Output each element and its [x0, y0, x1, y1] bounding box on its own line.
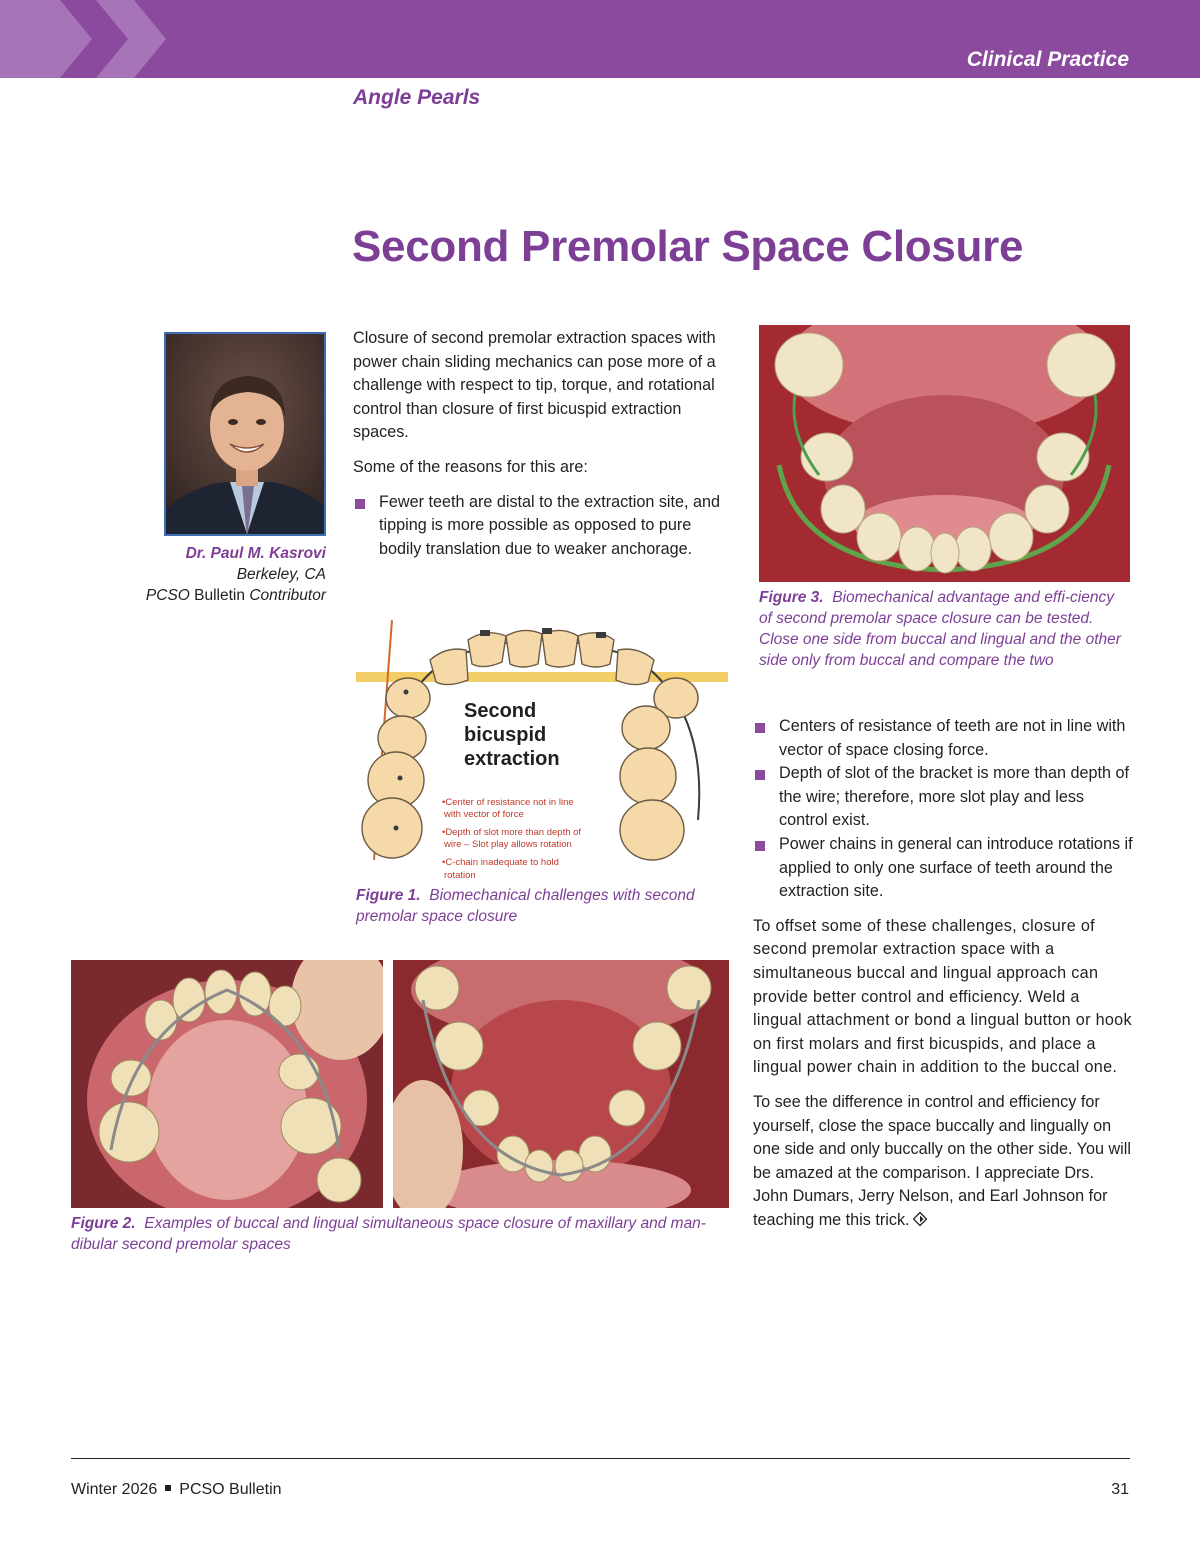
figure-2-photo-mandibular — [393, 960, 729, 1208]
intro-paragraph: Closure of second premolar extraction spaces with power chain sliding mechanics can pose more of a challenge with respect to tip, torque, and rotational control than closure of first bicuspid extraction spaces. — [353, 329, 716, 442]
diagram-title-line-2: bicuspid — [464, 724, 547, 746]
list-item: Depth of slot of the bracket is more than depth of the wire; therefore, more slot play and less control exist. — [753, 762, 1133, 833]
footer-rule — [71, 1458, 1130, 1459]
list-item: Fewer teeth are distal to the extraction site, and tipping is more possible as opposed to pure bodily translation due to weaker anchorage. — [353, 491, 733, 562]
body-column-2 — [753, 715, 1133, 1232]
author-role: PCSO Bulletin Contributor — [145, 587, 326, 604]
diagram-note: wire – Slot play allows rotation — [444, 839, 572, 850]
reasons-list-continued — [753, 715, 1133, 904]
list-item: Power chains in general can introduce rotations if applied to only one surface of teeth around the extraction site. — [753, 833, 1133, 904]
diagram-note: •C-chain inadequate to hold — [442, 857, 559, 868]
diagram-note: with vector of force — [444, 809, 524, 820]
diagram-note: rotation — [444, 870, 476, 881]
article-title: Second Premolar Space Closure — [352, 222, 1024, 271]
author-name: Dr. Paul M. Kasrovi — [185, 545, 326, 562]
figure-2-photo-maxillary — [71, 960, 383, 1208]
author-location: Berkeley, CA — [236, 566, 326, 583]
page-number: 31 — [1111, 1481, 1129, 1498]
footer-issue: Winter 2026 PCSO Bulletin — [71, 1481, 282, 1498]
separator-square-icon — [165, 1485, 171, 1491]
author-credit — [100, 543, 326, 606]
reasons-lead: Some of the reasons for this are: — [353, 457, 588, 476]
figure-3-photo — [759, 325, 1130, 582]
diagram-title-line-3: extraction — [464, 748, 560, 770]
list-item: Centers of resistance of teeth are not in line with vector of space closing force. — [753, 715, 1133, 762]
diagram-note: •Depth of slot more than depth of — [442, 827, 582, 838]
diagram-title-line-1: Second — [464, 700, 537, 722]
figure-1-diagram — [356, 620, 728, 882]
offset-paragraph: To offset some of these challenges, closure of second premolar extraction space with a simultaneous buccal and lingual approach can provide better control and efficiency. Weld a lingual attachment or bond a lingual button or hook on first molars and first bicuspids, and place a lingual power chain in addition to the buccal one. — [753, 916, 1132, 1077]
column-kicker: Angle Pearls — [353, 86, 481, 109]
header-band — [0, 0, 1200, 78]
body-column-1 — [353, 327, 733, 561]
chevron-arrows-icon — [0, 0, 180, 78]
end-of-article-icon — [913, 1212, 927, 1226]
figure-3-caption: Figure 3. Biomechanical advantage and effi-ciency of second premolar space closure can be tested. Close one side from buccal and lingual and the other side only from buccal and compare the two — [759, 589, 1121, 669]
diagram-note: •Center of resistance not in line — [442, 797, 574, 808]
author-portrait — [164, 332, 326, 536]
reasons-list — [353, 491, 733, 562]
figure-2-caption: Figure 2. Examples of buccal and lingual simultaneous space closure of maxillary and man-dibular second premolar spaces — [71, 1215, 706, 1253]
figure-1-caption: Figure 1. Biomechanical challenges with second premolar space closure — [356, 887, 695, 925]
section-label: Clinical Practice — [966, 48, 1129, 71]
final-paragraph: To see the difference in control and efficiency for yourself, close the space buccally and lingually on one side and only buccally on the other side. You will be amazed at the comparison. I appreciate Drs. John Dumars, Jerry Nelson, and Earl Johnson for teaching me this trick. — [753, 1092, 1131, 1229]
